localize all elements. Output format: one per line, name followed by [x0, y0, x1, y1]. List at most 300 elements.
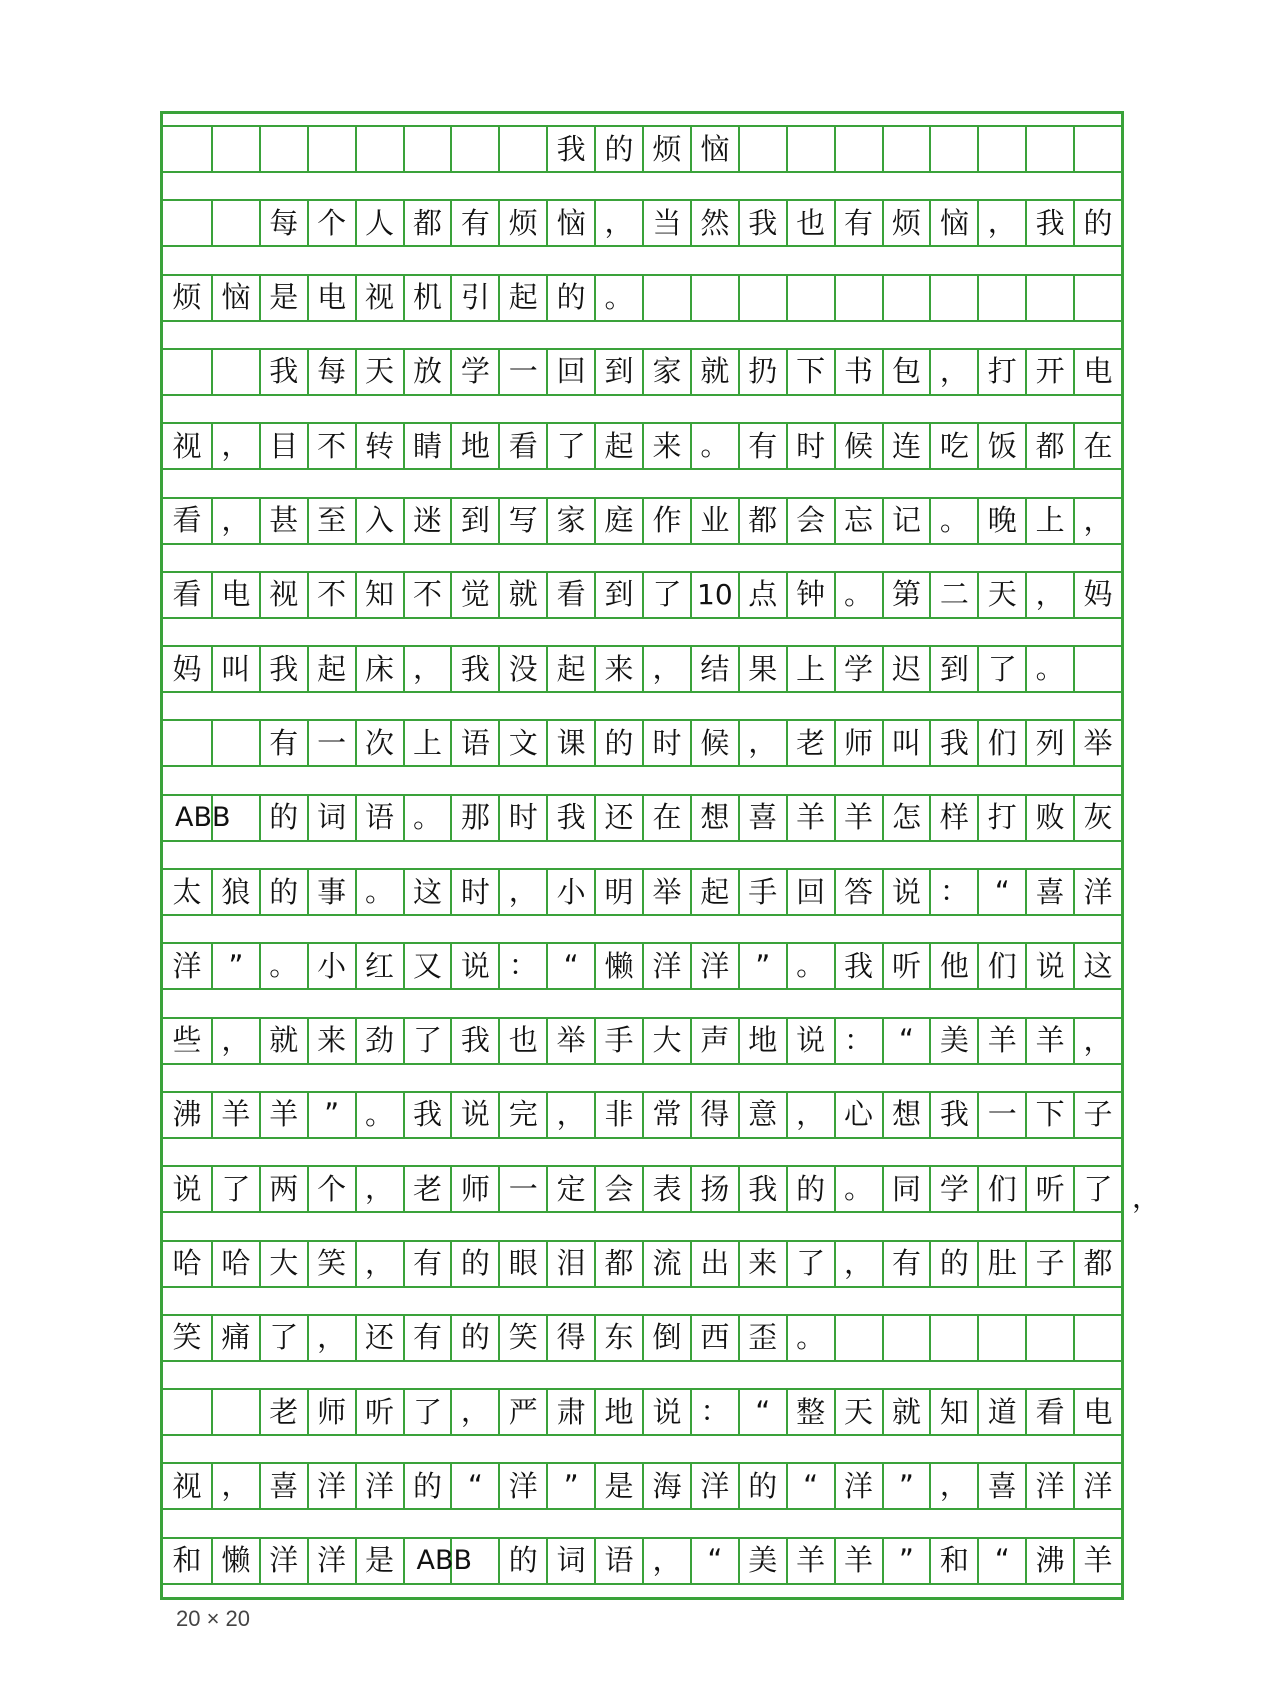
- grid-cell: 没: [498, 647, 546, 691]
- grid-cell: 羊: [1073, 1539, 1121, 1583]
- grid-cell: 。: [594, 276, 642, 320]
- grid-cell: 不: [403, 573, 451, 617]
- grid-cell: [355, 127, 403, 171]
- grid-cell: 语: [355, 796, 403, 840]
- grid-cell: 都: [1025, 424, 1073, 468]
- grid-cell: 想: [882, 1093, 930, 1137]
- grid-cell: 看: [172, 503, 202, 537]
- grid-cell: [834, 276, 882, 320]
- grid-cell: 劲: [355, 1019, 403, 1063]
- grid-cell: 。: [355, 870, 403, 914]
- grid-cell: 小: [546, 870, 594, 914]
- grid-cell: 在: [1073, 424, 1121, 468]
- grid-cell: [834, 127, 882, 171]
- grid-cell: 西: [690, 1316, 738, 1360]
- grid-cell: 的: [498, 1539, 546, 1583]
- grid-cell: 我: [738, 1167, 786, 1211]
- grid-cell: [977, 276, 1025, 320]
- grid-cell: 们: [977, 721, 1025, 765]
- grid-cell: 也: [498, 1019, 546, 1063]
- grid-cell: [1025, 276, 1073, 320]
- grid-cell: ，: [211, 1019, 259, 1063]
- grid-cell: 机: [403, 276, 451, 320]
- grid-cell: 地: [450, 424, 498, 468]
- text-row: [163, 1017, 1121, 1065]
- grid-cell: 东: [594, 1316, 642, 1360]
- grid-cell: 个: [307, 1167, 355, 1211]
- grid-cell: 学: [929, 1167, 977, 1211]
- grid-cell: 手: [738, 870, 786, 914]
- grid-cell: 。: [834, 1167, 882, 1211]
- grid-cell: 的: [594, 127, 642, 171]
- grid-cell: ，: [211, 424, 259, 468]
- grid-cell: 个: [307, 201, 355, 245]
- grid-cell: 歪: [738, 1316, 786, 1360]
- grid-cell: “: [786, 1464, 834, 1508]
- grid-cell: [882, 127, 930, 171]
- text-row: [163, 1165, 1121, 1213]
- grid-cell: 看: [546, 573, 594, 617]
- grid-cell: 天: [977, 573, 1025, 617]
- grid-cell: 整: [786, 1390, 834, 1434]
- grid-cell: 晚: [977, 499, 1025, 543]
- grid-cell: 洋: [690, 1464, 738, 1508]
- grid-cell: 在: [642, 796, 690, 840]
- grid-cell: 恼: [929, 201, 977, 245]
- grid-cell: 美: [738, 1539, 786, 1583]
- grid-cell: 又: [403, 944, 451, 988]
- grid-cell: 回: [786, 870, 834, 914]
- grid-cell: [450, 127, 498, 171]
- grid-cell: 视: [355, 276, 403, 320]
- grid-cell: 叫: [882, 721, 930, 765]
- text-row: [163, 1462, 1121, 1510]
- grid-cell: 洋: [834, 1464, 882, 1508]
- grid-cell: 子: [1025, 1242, 1073, 1286]
- grid-cell: 都: [594, 1242, 642, 1286]
- grid-cell: ”: [882, 1464, 930, 1508]
- grid-cell: [211, 201, 259, 245]
- text-row: [163, 1388, 1121, 1436]
- grid-cell: 到: [594, 350, 642, 394]
- grid-cell: 羊: [834, 796, 882, 840]
- grid-cell: 就: [498, 573, 546, 617]
- text-row: [163, 199, 1121, 247]
- grid-cell: 有: [403, 1316, 451, 1360]
- grid-cell: 有: [403, 1242, 451, 1286]
- grid-cell: “: [450, 1464, 498, 1508]
- grid-cell: 老: [786, 721, 834, 765]
- grid-cell: 我: [450, 647, 498, 691]
- grid-cell: 。: [834, 573, 882, 617]
- grid-cell: 是: [355, 1539, 403, 1583]
- grid-cell: 听: [1025, 1167, 1073, 1211]
- text-row: [163, 1091, 1121, 1139]
- grid-cell: 洋: [307, 1539, 355, 1583]
- grid-cell: 我: [259, 647, 307, 691]
- grid-cell: 说: [450, 944, 498, 988]
- grid-cell: 忘: [834, 499, 882, 543]
- grid-cell: 来: [738, 1242, 786, 1286]
- grid-cell: 的: [1073, 201, 1121, 245]
- grid-cell: 这: [1073, 944, 1121, 988]
- grid-cell: 洋: [259, 1539, 307, 1583]
- grid-cell: 烦: [882, 201, 930, 245]
- text-row: [163, 794, 1121, 842]
- grid-cell: 回: [546, 350, 594, 394]
- grid-cell: 扬: [690, 1167, 738, 1211]
- grid-cell: 老: [259, 1390, 307, 1434]
- text-row: [163, 942, 1121, 990]
- grid-cell: 学: [834, 647, 882, 691]
- text-row: [163, 868, 1121, 916]
- grid-cell: 老: [403, 1167, 451, 1211]
- grid-cell: 眼: [498, 1242, 546, 1286]
- grid-cell: 子: [1073, 1093, 1121, 1137]
- grid-cell: ”: [882, 1539, 930, 1583]
- grid-cell: ”: [211, 944, 259, 988]
- grid-cell: 笑: [172, 1320, 202, 1355]
- grid-cell: 下: [786, 350, 834, 394]
- grid-cell: 恼: [546, 201, 594, 245]
- grid-cell: 点: [738, 573, 786, 617]
- grid-cell: [882, 276, 930, 320]
- grid-cell: 时: [450, 870, 498, 914]
- grid-cell: 候: [690, 721, 738, 765]
- grid-cell: 有: [738, 424, 786, 468]
- grid-cell: 电: [1073, 1390, 1121, 1434]
- grid-cell: 说: [642, 1390, 690, 1434]
- grid-cell: 起: [546, 647, 594, 691]
- grid-cell: 羊: [211, 1093, 259, 1137]
- grid-cell: 。: [929, 499, 977, 543]
- grid-cell: 得: [690, 1093, 738, 1137]
- grid-cell: 了: [259, 1316, 307, 1360]
- grid-cell: 就: [690, 350, 738, 394]
- grid-cell: 小: [307, 944, 355, 988]
- grid-cell: 地: [738, 1019, 786, 1063]
- grid-cell: 事: [307, 870, 355, 914]
- grid-cell: 同: [882, 1167, 930, 1211]
- grid-cell: 洋: [355, 1464, 403, 1508]
- grid-cell: ，: [977, 201, 1025, 245]
- grid-cell: 有: [834, 201, 882, 245]
- grid-cell: 放: [403, 350, 451, 394]
- grid-cell: 沸: [172, 1097, 202, 1132]
- grid-cell: 睛: [403, 424, 451, 468]
- grid-cell: 恼: [690, 127, 738, 171]
- grid-cell: 洋: [1073, 1464, 1121, 1508]
- grid-cell: 我: [929, 1093, 977, 1137]
- grid-cell: 庭: [594, 499, 642, 543]
- grid-cell: 一: [498, 350, 546, 394]
- grid-cell: [1025, 1316, 1073, 1360]
- grid-cell: 我: [546, 127, 594, 171]
- grid-cell: 起: [307, 647, 355, 691]
- text-row: [163, 1537, 1121, 1585]
- text-row: [163, 1240, 1121, 1288]
- grid-cell: 明: [594, 870, 642, 914]
- grid-cell: 我: [546, 796, 594, 840]
- text-row: [163, 1314, 1121, 1362]
- grid-cell: 了: [642, 573, 690, 617]
- grid-cell: 天: [834, 1390, 882, 1434]
- grid-cell: 转: [355, 424, 403, 468]
- grid-cell: 。: [355, 1093, 403, 1137]
- grid-cell: 们: [977, 944, 1025, 988]
- grid-cell: 叫: [211, 647, 259, 691]
- grid-cell: 了: [403, 1019, 451, 1063]
- grid-cell: 妈: [172, 651, 202, 686]
- grid-cell: 笑: [307, 1242, 355, 1286]
- grid-cell: 不: [307, 573, 355, 617]
- grid-cell: [1073, 647, 1121, 691]
- grid-cell: ，: [1025, 573, 1073, 617]
- grid-cell: “: [546, 944, 594, 988]
- grid-cell: 得: [546, 1316, 594, 1360]
- grid-cell: 声: [690, 1019, 738, 1063]
- grid-cell: 了: [546, 424, 594, 468]
- grid-cell: ”: [546, 1464, 594, 1508]
- grid-cell: 迷: [403, 499, 451, 543]
- grid-cell: 了: [403, 1390, 451, 1434]
- grid-cell: 羊: [977, 1019, 1025, 1063]
- grid-cell: 答: [834, 870, 882, 914]
- grid-cell: 语: [450, 721, 498, 765]
- grid-cell: 海: [642, 1464, 690, 1508]
- grid-cell: 两: [259, 1167, 307, 1211]
- grid-cell: 看: [172, 577, 202, 612]
- grid-cell: 的: [450, 1316, 498, 1360]
- grid-cell: 了: [211, 1167, 259, 1211]
- grid-cell: [929, 276, 977, 320]
- grid-cell: ，: [929, 1464, 977, 1508]
- grid-cell: 下: [1025, 1093, 1073, 1137]
- grid-cell: 的: [450, 1242, 498, 1286]
- grid-cell: 书: [834, 350, 882, 394]
- grid-cell: 沸: [1025, 1539, 1073, 1583]
- grid-cell: ：: [834, 1019, 882, 1063]
- grid-cell: 都: [738, 499, 786, 543]
- grid-cell: 。: [786, 1316, 834, 1360]
- grid-cell: ，: [211, 1464, 259, 1508]
- grid-cell: 有: [259, 721, 307, 765]
- grid-cell: 完: [498, 1093, 546, 1137]
- grid-cell: 这: [403, 870, 451, 914]
- grid-cell: 有: [450, 201, 498, 245]
- grid-cell: 太: [172, 874, 202, 909]
- grid-cell: ，: [642, 1539, 690, 1583]
- grid-cell: 时: [642, 721, 690, 765]
- grid-cell: [977, 127, 1025, 171]
- grid-cell: 知: [929, 1390, 977, 1434]
- grid-cell: ，: [450, 1390, 498, 1434]
- grid-cell: 大: [642, 1019, 690, 1063]
- grid-cell: 当: [642, 201, 690, 245]
- grid-cell: [1073, 276, 1121, 320]
- grid-cell: 来: [594, 647, 642, 691]
- grid-cell: 起: [690, 870, 738, 914]
- grid-cell: 哈: [172, 1246, 202, 1280]
- grid-cell: 每: [259, 201, 307, 245]
- grid-size-label: 20 × 20: [176, 1606, 251, 1631]
- grid-cell: 喜: [977, 1464, 1025, 1508]
- grid-cell: 道: [977, 1390, 1025, 1434]
- grid-cell: 。: [403, 796, 451, 840]
- grid-cell: 恼: [211, 276, 259, 320]
- grid-cell: “: [690, 1539, 738, 1583]
- grid-cell: 都: [1073, 1242, 1121, 1286]
- grid-cell: [163, 721, 211, 765]
- grid-cell: ，: [642, 647, 690, 691]
- grid-cell: 时: [786, 424, 834, 468]
- grid-cell: 意: [738, 1093, 786, 1137]
- grid-cell: 。: [690, 424, 738, 468]
- text-row: [163, 497, 1121, 545]
- grid-cell: 电: [211, 573, 259, 617]
- grid-cell: 羊: [786, 796, 834, 840]
- grid-cell: ，: [211, 499, 259, 543]
- grid-cell: 非: [594, 1093, 642, 1137]
- grid-cell: 包: [882, 350, 930, 394]
- grid-cell: 候: [834, 424, 882, 468]
- composition-grid-paper: [160, 111, 1124, 1600]
- grid-cell: 师: [834, 721, 882, 765]
- grid-cell: 词: [546, 1539, 594, 1583]
- grid-cell: 吃: [929, 424, 977, 468]
- grid-cell: ，: [594, 201, 642, 245]
- grid-cell: 结: [690, 647, 738, 691]
- grid-cell: 的: [259, 796, 307, 840]
- grid-cell: ”: [307, 1093, 355, 1137]
- grid-cell: 都: [403, 201, 451, 245]
- grid-cell: 洋: [307, 1464, 355, 1508]
- grid-cell: 学: [450, 350, 498, 394]
- grid-cell: [211, 127, 259, 171]
- grid-cell: 肚: [977, 1242, 1025, 1286]
- grid-cell: 和: [172, 1543, 202, 1578]
- grid-cell: 列: [1025, 721, 1073, 765]
- grid-cell: 看: [498, 424, 546, 468]
- text-row: [163, 645, 1121, 693]
- grid-cell: 败: [1025, 796, 1073, 840]
- grid-cell: 写: [498, 499, 546, 543]
- grid-cell: 心: [834, 1093, 882, 1137]
- grid-cell: 上: [786, 647, 834, 691]
- grid-cell: 泪: [546, 1242, 594, 1286]
- grid-cell: “: [738, 1390, 786, 1434]
- grid-cell: ，: [307, 1316, 355, 1360]
- grid-cell: 洋: [498, 1464, 546, 1508]
- grid-cell: 家: [642, 350, 690, 394]
- grid-cell: 羊: [259, 1093, 307, 1137]
- grid-cell: 次: [355, 721, 403, 765]
- grid-cell: 的: [403, 1464, 451, 1508]
- grid-cell: 师: [307, 1390, 355, 1434]
- grid-cell: 的: [786, 1167, 834, 1211]
- grid-cell: 的: [259, 870, 307, 914]
- grid-cell: ABB: [403, 1539, 451, 1583]
- grid-cell: 懒: [211, 1539, 259, 1583]
- grid-cell: 我: [929, 721, 977, 765]
- grid-cell: 我: [259, 350, 307, 394]
- grid-cell: 来: [642, 424, 690, 468]
- grid-cell: 就: [882, 1390, 930, 1434]
- grid-cell: 引: [450, 276, 498, 320]
- grid-cell: [738, 127, 786, 171]
- grid-cell: 我: [1025, 201, 1073, 245]
- grid-cell: 我: [834, 944, 882, 988]
- grid-cell: 狼: [211, 870, 259, 914]
- grid-cell: 知: [355, 573, 403, 617]
- grid-cell: 烦: [172, 280, 202, 315]
- grid-cell: 洋: [172, 948, 202, 983]
- grid-cell: 怎: [882, 796, 930, 840]
- grid-cell: 迟: [882, 647, 930, 691]
- grid-cell: 举: [642, 870, 690, 914]
- grid-cell: 举: [1073, 721, 1121, 765]
- text-row: [163, 571, 1121, 619]
- grid-cell: 天: [355, 350, 403, 394]
- grid-cell: 语: [594, 1539, 642, 1583]
- grid-cell: 词: [307, 796, 355, 840]
- grid-cell: 不: [307, 424, 355, 468]
- grid-cell: 羊: [786, 1539, 834, 1583]
- grid-cell: 定: [546, 1167, 594, 1211]
- grid-cell: 视: [259, 573, 307, 617]
- grid-cell: “: [882, 1019, 930, 1063]
- grid-cell: [1025, 127, 1073, 171]
- grid-cell: ”: [738, 944, 786, 988]
- grid-cell: [786, 127, 834, 171]
- grid-cell: [498, 127, 546, 171]
- grid-cell: [211, 1390, 259, 1434]
- grid-cell: 视: [172, 428, 202, 463]
- grid-cell: 的: [929, 1242, 977, 1286]
- grid-cell: [1073, 1316, 1121, 1360]
- grid-cell: 一: [498, 1167, 546, 1211]
- grid-cell: 羊: [1025, 1019, 1073, 1063]
- grid-cell: 懒: [594, 944, 642, 988]
- grid-cell: 文: [498, 721, 546, 765]
- text-row: [163, 274, 1121, 322]
- grid-cell: 有: [882, 1242, 930, 1286]
- grid-cell: [690, 276, 738, 320]
- grid-cell: ，: [355, 1167, 403, 1211]
- grid-cell: [929, 127, 977, 171]
- grid-cell: [307, 127, 355, 171]
- grid-cell: [929, 1316, 977, 1360]
- grid-cell: “: [977, 870, 1025, 914]
- grid-cell: ，: [403, 647, 451, 691]
- grid-cell: 我: [738, 201, 786, 245]
- grid-cell: 说: [172, 1171, 202, 1206]
- grid-cell: 看: [1025, 1390, 1073, 1434]
- grid-cell: 还: [594, 796, 642, 840]
- overflow-comma: ，: [1132, 1181, 1161, 1214]
- grid-cell: 美: [929, 1019, 977, 1063]
- grid-cell: 洋: [1025, 1464, 1073, 1508]
- grid-cell: 也: [786, 201, 834, 245]
- grid-cell: 床: [355, 647, 403, 691]
- grid-cell: 想: [690, 796, 738, 840]
- grid-cell: 然: [690, 201, 738, 245]
- grid-cell: [642, 276, 690, 320]
- grid-cell: 了: [786, 1242, 834, 1286]
- grid-cell: 听: [355, 1390, 403, 1434]
- grid-cell: [259, 127, 307, 171]
- grid-cell: [786, 276, 834, 320]
